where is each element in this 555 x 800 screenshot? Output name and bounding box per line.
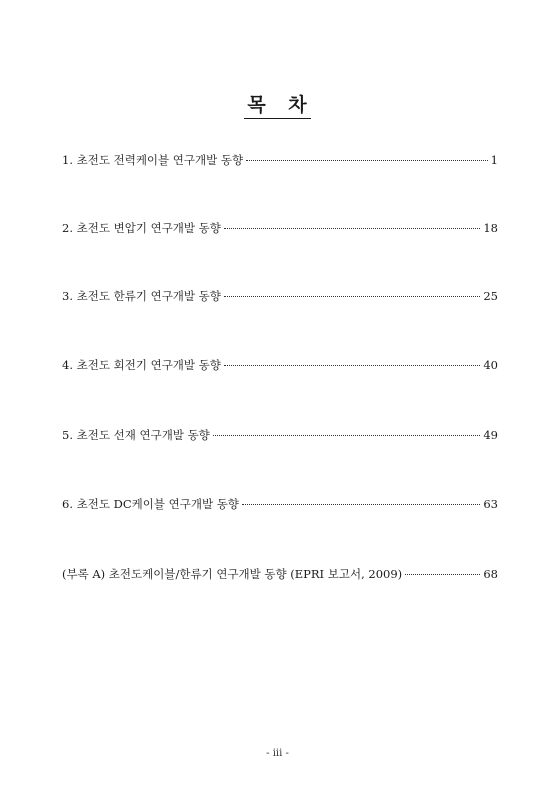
toc-entry-label: 5. 초전도 선재 연구개발 동향 <box>62 428 210 442</box>
toc-entry-page: 18 <box>483 221 498 235</box>
page-title <box>0 90 555 119</box>
toc-leader-dots <box>213 435 481 436</box>
toc-entry-page: 49 <box>483 428 498 442</box>
toc-entry[interactable] <box>62 497 498 511</box>
toc-entry[interactable] <box>62 289 498 303</box>
toc-entry[interactable] <box>62 153 498 167</box>
toc-entry-page: 25 <box>483 289 498 303</box>
toc-entry-label: 3. 초전도 한류기 연구개발 동향 <box>62 289 221 303</box>
page-number-footer: - iii - <box>266 748 289 759</box>
toc-leader-dots <box>242 504 480 505</box>
toc-entry-label: 6. 초전도 DC케이블 연구개발 동향 <box>62 497 239 511</box>
toc-entry[interactable] <box>62 221 498 235</box>
toc-entry-page: 68 <box>483 567 498 581</box>
toc-entry-label: (부록 A) 초전도케이블/한류기 연구개발 동향 (EPRI 보고서, 2009) <box>62 567 403 581</box>
page-title-text: 목 차 <box>244 90 310 119</box>
toc-entry-label: 1. 초전도 전력케이블 연구개발 동향 <box>62 153 244 167</box>
toc-leader-dots <box>405 574 480 575</box>
toc-leader-dots <box>224 296 480 297</box>
toc-entry-label: 2. 초전도 변압기 연구개발 동향 <box>62 221 221 235</box>
toc-leader-dots <box>246 160 488 161</box>
toc-leader-dots <box>224 228 480 229</box>
toc-entry-page: 1 <box>490 153 498 167</box>
toc-entry[interactable] <box>62 428 498 442</box>
toc-leader-dots <box>224 365 480 366</box>
toc-entry-appendix[interactable] <box>62 567 498 581</box>
toc-entry[interactable] <box>62 358 498 372</box>
toc-entry-label: 4. 초전도 회전기 연구개발 동향 <box>62 358 221 372</box>
toc-entry-page: 63 <box>483 497 498 511</box>
toc-entry-page: 40 <box>483 358 498 372</box>
